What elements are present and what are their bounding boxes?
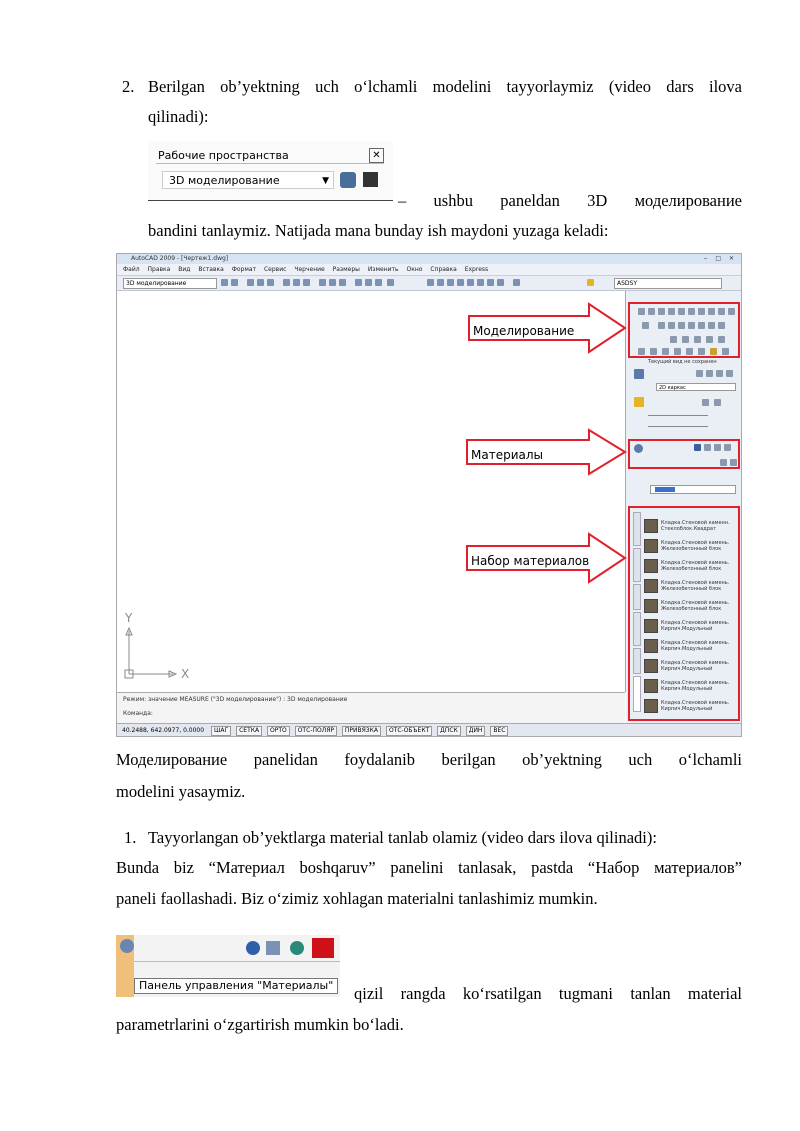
material-name: Кладка.Стеновой камень. Кирпич.Модульный	[661, 620, 730, 632]
workspace-panel-title: Рабочие пространства	[158, 149, 289, 162]
material-name: Кладка.Стеновой камень. Кирпич.Модульный	[661, 700, 730, 712]
status-grid[interactable]: СЕТКА	[236, 726, 262, 736]
coordinates-readout: 40.2488, 642.0977, 0.0000	[122, 727, 205, 734]
para-red-line2: parametrlarini o‘zgartirish mumkin bo‘ladi.	[116, 1015, 404, 1034]
step2-line3: – ushbu paneldan 3D моделирование	[398, 191, 742, 210]
layer-combo[interactable]: ASDSY	[614, 278, 722, 289]
menu-item-draw[interactable]: Черчение	[294, 266, 325, 273]
workspace-select-value: 3D моделирование	[169, 174, 280, 187]
menu-item-tools[interactable]: Сервис	[263, 266, 287, 273]
para-bunda-line1: Bunda biz “Материал boshqaruv” panelini tanlasak, pastda “Набор материалов”	[116, 858, 742, 877]
status-osnap[interactable]: ПРИВЯЗКА	[342, 726, 381, 736]
visual-style-combo[interactable]: 2D каркас	[656, 383, 736, 391]
materials-icon	[120, 939, 134, 953]
material-name: Кладка.Стеновой камень. Кирпич.Модульный	[661, 640, 730, 652]
window-controls[interactable]: ‒ □ ✕	[703, 255, 737, 262]
chevron-down-icon: ▼	[322, 176, 329, 186]
menu-item-dimension[interactable]: Размеры	[332, 266, 360, 273]
menu-item-express[interactable]: Express	[464, 266, 489, 273]
command-history: Режим: значение MEASURE ("3D моделирование") : 3D моделирование	[123, 696, 348, 703]
autocad-screenshot	[116, 253, 742, 737]
callout-materials: Материалы	[471, 448, 543, 462]
material-editor-button[interactable]	[312, 938, 334, 958]
workspace-select[interactable]	[162, 171, 334, 189]
status-otrack[interactable]: ОТС-ОБЪЕКТ	[386, 726, 432, 736]
workspace-panel	[148, 141, 393, 201]
step2-line4: bandini tanlaymiz. Natijada mana bunday ish maydoni yuzaga keladi:	[148, 221, 609, 240]
para-red-line1: qizil rangda ko‘rsatilgan tugmani tanlan material	[354, 984, 742, 1003]
step2-line1: Berilgan ob’yektning uch o‘lchamli modelini tayyorlaymiz (video dars ilova	[148, 77, 742, 96]
material-name: Кладка.Стеновой каменн. Стеклоблок.Квадрат	[661, 520, 730, 532]
material-name: Кладка.Стеновой камень. Железобетонный блок	[661, 560, 730, 572]
divider	[148, 200, 393, 201]
material-map-icon[interactable]	[266, 941, 280, 955]
menu-item-view[interactable]: Вид	[178, 266, 191, 273]
menu-item-format[interactable]: Формат	[231, 266, 257, 273]
workspace-panel-header	[156, 149, 384, 164]
para-bunda-line2: paneli faollashadi. Biz o‘zimiz xohlagan materialni tanlashimiz mumkin.	[116, 889, 598, 908]
step1-text: Tayyorlangan ob’yektlarga material tanlab olamiz (video dars ilova qilinadi):	[148, 828, 657, 847]
status-dyn[interactable]: ДИН	[466, 726, 486, 736]
callout-arrows	[117, 254, 742, 737]
callout-modeling: Моделирование	[473, 324, 575, 338]
view-state-label: Текущий вид не сохранен	[648, 359, 717, 365]
material-name: Кладка.Стеновой камень. Железобетонный блок	[661, 580, 730, 592]
callout-material-library: Набор материалов	[471, 554, 590, 568]
workspace-settings-icon[interactable]	[363, 172, 378, 187]
para-model-line2: modelini yasaymiz.	[116, 782, 246, 801]
material-name: Кладка.Стеновой камень. Кирпич.Модульный	[661, 680, 730, 692]
menu-item-file[interactable]: Файл	[123, 266, 140, 273]
menu-item-help[interactable]: Справка	[430, 266, 457, 273]
status-ortho[interactable]: ОРТО	[267, 726, 290, 736]
status-polar[interactable]: ОТС-ПОЛЯР	[295, 726, 337, 736]
status-snap[interactable]: ШАГ	[211, 726, 231, 736]
para-model-line1: Моделирование panelidan foydalanib berilgan ob’yektning uch o‘lchamli	[116, 750, 742, 769]
command-prompt: Команда:	[123, 710, 153, 717]
menu-item-edit[interactable]: Правка	[147, 266, 171, 273]
status-lwt[interactable]: ВЕС	[490, 726, 508, 736]
material-name: Кладка.Стеновой камень. Железобетонный блок	[661, 600, 730, 612]
window-title: AutoCAD 2009 - [Чертеж1.dwg]	[131, 255, 229, 262]
materials-panel-image	[116, 935, 340, 997]
gear-icon[interactable]	[340, 172, 356, 188]
material-name: Кладка.Стеновой камень. Железобетонный блок	[661, 540, 730, 552]
material-name: Кладка.Стеновой камень. Кирпич.Модульный	[661, 660, 730, 672]
axis-y-label: Y	[125, 611, 133, 625]
menu-item-modify[interactable]: Изменить	[367, 266, 399, 273]
axis-x-label: X	[181, 667, 190, 681]
material-globe-icon[interactable]	[290, 941, 304, 955]
tooltip: Панель управления "Материалы"	[134, 978, 338, 994]
close-icon[interactable]: ✕	[369, 148, 384, 163]
menu-item-window[interactable]: Окно	[406, 266, 423, 273]
status-ducs[interactable]: ДПСК	[437, 726, 461, 736]
divider	[134, 961, 340, 962]
step2-number: 2.	[122, 77, 135, 96]
menu-item-insert[interactable]: Вставка	[198, 266, 224, 273]
material-sphere-icon[interactable]	[246, 941, 260, 955]
step2-line2: qilinadi):	[148, 107, 209, 126]
workspace-combo[interactable]: 3D моделирование	[123, 278, 217, 289]
step1-number: 1.	[124, 828, 137, 847]
